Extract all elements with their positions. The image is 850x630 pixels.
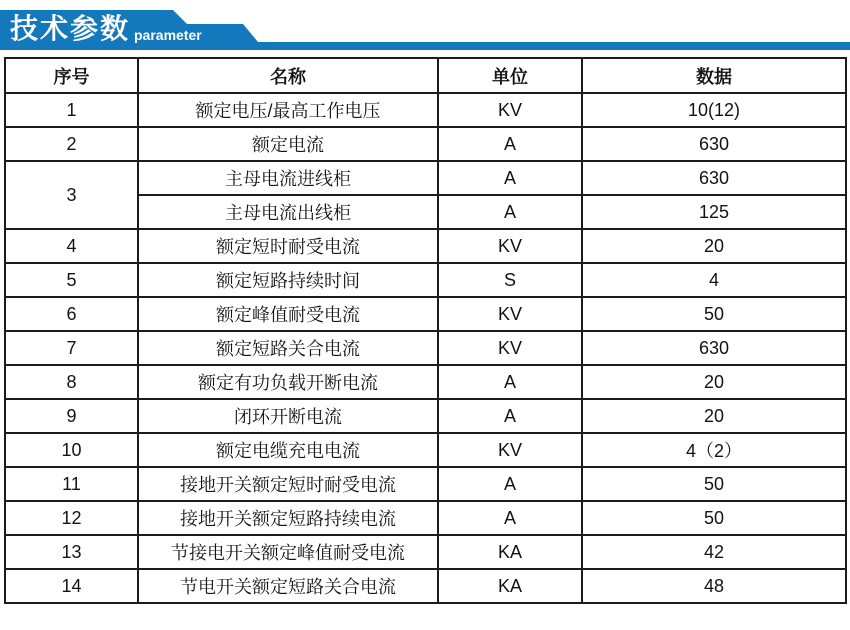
cell-unit: A — [438, 195, 582, 229]
cell-value: 4（2） — [582, 433, 846, 467]
cell-no: 6 — [5, 297, 138, 331]
cell-value: 50 — [582, 467, 846, 501]
table-row — [5, 399, 846, 433]
column-header-value: 数据 — [582, 58, 846, 93]
cell-value: 4 — [582, 263, 846, 297]
table-row — [5, 433, 846, 467]
cell-unit: KV — [438, 331, 582, 365]
cell-name: 接地开关额定短路持续电流 — [138, 501, 438, 535]
page-title: 技术参数 — [10, 13, 131, 44]
cell-name: 额定短路持续时间 — [138, 263, 438, 297]
cell-no: 14 — [5, 569, 138, 603]
table-row — [5, 569, 846, 603]
table-row — [5, 365, 846, 399]
table-row — [5, 297, 846, 331]
cell-unit: KV — [438, 93, 582, 127]
cell-name: 额定电流 — [138, 127, 438, 161]
cell-name: 节接电开关额定峰值耐受电流 — [138, 535, 438, 569]
cell-name: 额定有功负载开断电流 — [138, 365, 438, 399]
table-header-row — [5, 58, 846, 93]
cell-unit: S — [438, 263, 582, 297]
cell-name: 节电开关额定短路关合电流 — [138, 569, 438, 603]
cell-no: 3 — [5, 161, 138, 229]
cell-name: 闭环开断电流 — [138, 399, 438, 433]
cell-value: 630 — [582, 127, 846, 161]
cell-value: 48 — [582, 569, 846, 603]
cell-value: 10(12) — [582, 93, 846, 127]
cell-no: 10 — [5, 433, 138, 467]
table-row — [5, 127, 846, 161]
cell-name: 主母电流进线柜 — [138, 161, 438, 195]
cell-no: 12 — [5, 501, 138, 535]
cell-name: 接地开关额定短时耐受电流 — [138, 467, 438, 501]
parameter-table — [4, 57, 847, 604]
cell-name: 主母电流出线柜 — [138, 195, 438, 229]
section-header-banner — [0, 0, 850, 52]
table-row — [5, 331, 846, 365]
cell-unit: KV — [438, 433, 582, 467]
cell-no: 11 — [5, 467, 138, 501]
column-header-unit: 单位 — [438, 58, 582, 93]
cell-value: 20 — [582, 229, 846, 263]
cell-no: 9 — [5, 399, 138, 433]
cell-value: 630 — [582, 161, 846, 195]
column-header-no: 序号 — [5, 58, 138, 93]
cell-no: 7 — [5, 331, 138, 365]
cell-unit: A — [438, 467, 582, 501]
cell-value: 42 — [582, 535, 846, 569]
cell-unit: A — [438, 501, 582, 535]
cell-name: 额定电缆充电电流 — [138, 433, 438, 467]
cell-value: 20 — [582, 399, 846, 433]
cell-unit: A — [438, 161, 582, 195]
cell-name: 额定短时耐受电流 — [138, 229, 438, 263]
table-row — [5, 467, 846, 501]
column-header-name: 名称 — [138, 58, 438, 93]
cell-unit: KA — [438, 569, 582, 603]
cell-value: 20 — [582, 365, 846, 399]
cell-value: 630 — [582, 331, 846, 365]
cell-no: 5 — [5, 263, 138, 297]
table-row — [5, 229, 846, 263]
cell-no: 8 — [5, 365, 138, 399]
cell-value: 125 — [582, 195, 846, 229]
cell-unit: KA — [438, 535, 582, 569]
table-row — [5, 501, 846, 535]
cell-name: 额定电压/最高工作电压 — [138, 93, 438, 127]
cell-no: 4 — [5, 229, 138, 263]
cell-no: 2 — [5, 127, 138, 161]
page-subtitle: parameter — [134, 27, 202, 43]
cell-name: 额定峰值耐受电流 — [138, 297, 438, 331]
table-row — [5, 161, 846, 195]
cell-no: 13 — [5, 535, 138, 569]
cell-unit: KV — [438, 229, 582, 263]
cell-unit: KV — [438, 297, 582, 331]
cell-unit: A — [438, 127, 582, 161]
cell-unit: A — [438, 399, 582, 433]
cell-name: 额定短路关合电流 — [138, 331, 438, 365]
table-row — [5, 93, 846, 127]
table-row — [5, 263, 846, 297]
cell-no: 1 — [5, 93, 138, 127]
cell-value: 50 — [582, 297, 846, 331]
table-row — [5, 535, 846, 569]
cell-unit: A — [438, 365, 582, 399]
cell-value: 50 — [582, 501, 846, 535]
